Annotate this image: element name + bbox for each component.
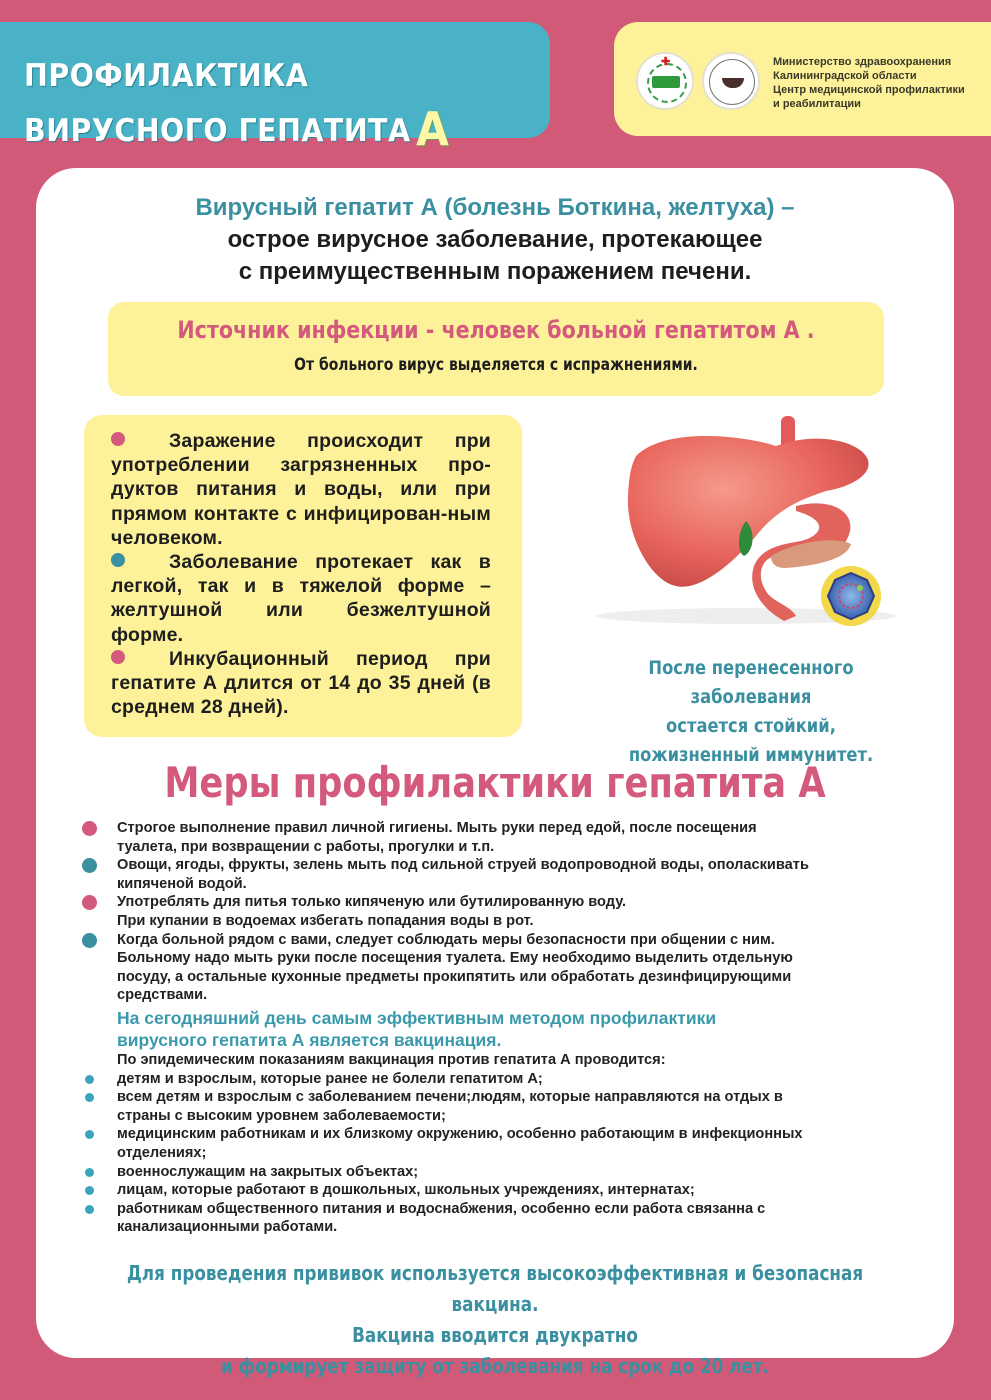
vaccination-lead-line: На сегодняшний день самым эффективным методом профилактики — [117, 1007, 717, 1028]
vaccination-lead-line: вирусного гепатита А является вакцинация. — [117, 1029, 502, 1050]
bullet-icon — [85, 1168, 94, 1177]
measure-line: Больному надо мыть руки после посещения туалета. Ему необходимо выделить отдельную — [117, 950, 793, 967]
bullet-icon — [85, 1186, 94, 1195]
bullet-icon — [111, 650, 125, 664]
indication-line: детям и взрослым, которые ранее не болели гепатитом А; — [117, 1070, 543, 1087]
bullet-icon — [85, 1093, 94, 1102]
immunity-line: пожизненный иммунитет. — [628, 744, 874, 766]
closing-line: и формирует защиту от заболевания на срок до 20 лет. — [220, 1354, 770, 1378]
indication-item — [82, 1163, 912, 1182]
bullet-icon — [85, 1075, 94, 1084]
measure-item — [82, 819, 912, 856]
measure-item — [82, 893, 912, 930]
closing-line: Вакцина вводится двукратно — [352, 1323, 638, 1347]
org-line: Калининградской области — [773, 70, 917, 82]
indication-item — [82, 1070, 912, 1089]
fact-text: Заболевание протекает как в легкой, так и в тяжелой форме – желтушной или безжелтушной форме. — [111, 551, 491, 646]
indications-intro: По эпидемическим показаниям вакцинация против гепатита А проводится: — [117, 1051, 666, 1068]
intro-line: с преимущественным поражением печени. — [238, 258, 752, 285]
measure-line: При купании в водоемах избегать попадания воды в рот. — [117, 912, 534, 929]
title-letter-a: А — [416, 102, 450, 156]
bullet-icon — [82, 821, 97, 836]
fact-item — [111, 429, 491, 550]
title-line-2-text: ВИРУСНОГО ГЕПАТИТА — [24, 113, 411, 149]
infection-source-box — [108, 302, 884, 396]
fact-text: Инкубационный период при гепатите А длится от 14 до 35 дней (в среднем 28 дней). — [111, 647, 491, 719]
fact-item — [111, 550, 491, 647]
measure-line: Строгое выполнение правил личной гигиены. Мыть руки перед едой, после посещения — [117, 820, 757, 836]
org-line: и реабилитации — [773, 98, 861, 110]
indication-item — [82, 1088, 912, 1125]
indication-line: всем детям и взрослым с заболеванием печени;людям, которые направляются на отдых в — [117, 1089, 783, 1106]
indication-line: отделениях; — [117, 1144, 207, 1161]
indication-item — [82, 1125, 912, 1162]
bullet-icon — [111, 553, 125, 567]
bullet-icon — [111, 432, 125, 446]
immunity-note — [592, 654, 910, 770]
bullet-icon — [82, 858, 97, 873]
infection-source-subtitle: От больного вирус выделяется с испражнениями. — [294, 355, 698, 375]
bullet-icon — [82, 933, 97, 948]
measure-line: Когда больной рядом с вами, следует соблюдать меры безопасности при общении с ним. — [117, 931, 775, 948]
organization-panel — [614, 22, 991, 136]
measures-title: Меры профилактики гепатита А — [164, 758, 826, 807]
title-line-2 — [24, 102, 449, 156]
indication-line: лицам, которые работают в дошкольных, школьных учреждениях, интернатах; — [117, 1182, 695, 1199]
measure-line: средствами. — [117, 987, 208, 1004]
immunity-line: остается стойкий, — [666, 715, 836, 737]
indication-line: медицинским работникам и их близкому окружению, особенно работающим в инфекционных — [117, 1126, 803, 1143]
indication-line: военнослужащим на закрытых объектах; — [117, 1163, 419, 1180]
ministry-emblem-icon — [636, 52, 694, 110]
org-line: Центр медицинской профилактики — [773, 84, 965, 96]
main-card — [36, 168, 954, 1378]
org-line: Министерство здравоохранения — [773, 56, 952, 68]
indication-line: работникам общественного питания и водоснабжения, особенно если работа связанна с — [117, 1200, 766, 1217]
vaccination-lead — [82, 1007, 912, 1051]
measure-line: Овощи, ягоды, фрукты, зелень мыть под сильной струей водопроводной воды, ополаскивать — [117, 857, 809, 874]
intro-heading: Вирусный гепатит А (болезнь Боткина, желтуха) – — [195, 194, 795, 221]
facts-box — [84, 415, 522, 737]
closing-line: Для проведения прививок используется высокоэффективная и безопасная вакцина. — [126, 1261, 864, 1316]
red-cross-icon: ✚ — [661, 56, 671, 68]
intro-line: острое вирусное заболевание, протекающее — [227, 226, 763, 253]
bullet-icon — [85, 1130, 94, 1139]
fact-item — [111, 647, 491, 720]
intro-definition — [36, 192, 954, 288]
measure-line: кипяченой водой. — [117, 875, 247, 892]
measure-item — [82, 931, 912, 1005]
bullet-icon — [82, 895, 97, 910]
title-line-1: ПРОФИЛАКТИКА — [24, 58, 309, 94]
facts-list — [111, 429, 491, 719]
measure-line: туалета, при возвращении с работы, прогулки и т.п. — [117, 838, 495, 855]
vaccine-closing-note — [109, 1258, 880, 1382]
measure-line: посуду, а остальные кухонные предметы прокипятить или обработать дезинфицирующими — [117, 968, 792, 985]
infection-source-title: Источник инфекции - человек больной гепатитом А . — [177, 316, 815, 344]
measure-item — [82, 856, 912, 893]
measures-list — [82, 819, 912, 1237]
measure-line: Употреблять для питья только кипяченую или бутилированную воду. — [117, 894, 627, 911]
indication-item — [82, 1200, 912, 1237]
prevention-center-emblem-icon — [702, 52, 760, 110]
bullet-icon — [85, 1205, 94, 1214]
title-banner — [0, 22, 550, 156]
liver-illustration — [596, 416, 906, 626]
organization-name — [773, 55, 965, 111]
immunity-line: После перенесенного заболевания — [648, 657, 854, 708]
indication-line: канализационными работами. — [117, 1219, 338, 1236]
fact-text: Заражение происходит при употреблении загрязненных про-дуктов питания и воды, или при прямом контакте с инфицирован-ным человеком. — [111, 430, 491, 549]
indication-item — [82, 1181, 912, 1200]
indication-line: страны с высоким уровнем заболеваемости; — [117, 1107, 446, 1124]
